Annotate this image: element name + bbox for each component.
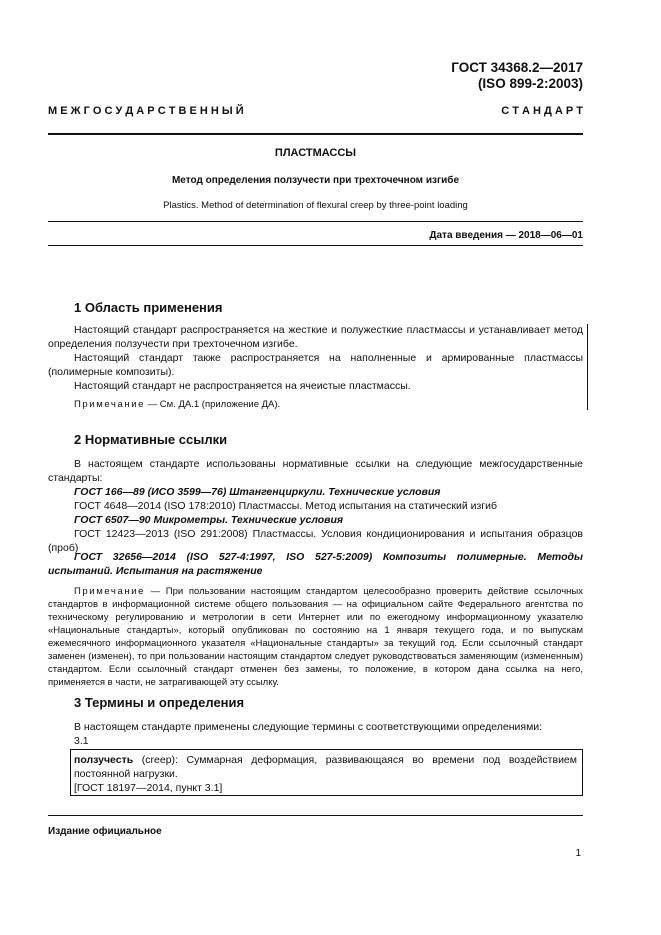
note-text: — При пользовании настоящим стандартом целесообразно проверить действие ссылочных стандартов в информационной системе общего пользования — на официальном сайте Федерального агентства по техническому регулированию и метрологии в сети Интернет или по ежегодному информационному указателю «Национальные стандарты», который опубликован по состоянию на 1 января текущего года, и по выпускам ежемесячного информационного указателя «Национальные стандарты» за текущий год. Если ссылочный стандарт заменен (изменен), то при пользовании настоящим стандартом следует руководствоваться заменяющим (измененным) стандартом. Если ссылочный стандарт отменен без замены, то положение, в котором дана ссылка на него, применяется в части, не затрагивающей эту ссылку. xyxy=(48,586,583,688)
section-1-paragraph-3: Настоящий стандарт не распространяется на ячеистые пластмассы. xyxy=(74,380,411,392)
banner-left: М Е Ж Г О С У Д А Р С Т В Е Н Н Ы Й xyxy=(48,105,244,117)
iso-code: (ISO 899-2:2003) xyxy=(477,76,583,91)
reference-1: ГОСТ 166—89 (ИСО 3599—76) Штангенциркули. Технические условия xyxy=(74,486,441,498)
document-title: ПЛАСТМАССЫ xyxy=(274,147,357,159)
term-name: ползучесть xyxy=(74,754,134,766)
note-label: Примечание xyxy=(74,586,145,597)
term-text: (creep): Суммарная деформация, развивающаяся во времени под воздействием постоянной нагрузки. xyxy=(74,754,577,780)
term-number: 3.1 xyxy=(74,735,89,747)
section-1-paragraph-1: Настоящий стандарт распространяется на жесткие и полужесткие пластмассы и устанавливает метод определения ползучести при трехточечном изгибе. xyxy=(48,324,583,350)
term-definition xyxy=(74,753,577,781)
reference-2: ГОСТ 4648—2014 (ISO 178:2010) Пластмассы. Метод испытания на статический изгиб xyxy=(74,500,497,512)
section-3-paragraph-1: В настоящем стандарте применены следующие термины с соответствующими определениями: xyxy=(74,721,543,733)
section-2-paragraph-1: В настоящем стандарте использованы нормативные ссылки на следующие межгосударственные стандарты: xyxy=(48,458,583,484)
section-2-heading: 2 Нормативные ссылки xyxy=(74,432,228,447)
term-source: [ГОСТ 18197—2014, пункт 3.1] xyxy=(74,782,223,794)
page-number: 1 xyxy=(575,848,581,859)
header-rule xyxy=(48,133,583,135)
document-subtitle: Метод определения ползучести при трехточечном изгибе xyxy=(171,175,460,186)
section-1-paragraph-2: Настоящий стандарт также распространяется на наполненные и армированные пластмассы (полимерные композиты). xyxy=(48,352,583,378)
section-1-heading: 1 Область применения xyxy=(74,300,223,315)
change-bar xyxy=(587,324,588,410)
reference-3: ГОСТ 6507—90 Микрометры. Технические условия xyxy=(74,514,344,526)
section-3-heading: 3 Термины и определения xyxy=(74,695,245,710)
section-1-note xyxy=(48,398,583,411)
banner-right: С Т А Н Д А Р Т xyxy=(501,105,583,117)
official-edition: Издание официальное xyxy=(48,826,162,837)
english-title: Plastics. Method of determination of flexural creep by three-point loading xyxy=(163,200,468,211)
intro-date: Дата введения — 2018—06—01 xyxy=(429,230,583,241)
standard-code: ГОСТ 34368.2—2017 xyxy=(451,60,583,75)
section-2-note xyxy=(48,585,583,689)
footer-rule xyxy=(48,815,583,816)
reference-5: ГОСТ 32656—2014 (ISO 527-4:1997, ISO 527-5:2009) Композиты полимерные. Методы испытаний. Испытания на растяжение xyxy=(48,551,583,577)
reference-4: ГОСТ 12423—2013 (ISO 291:2008) Пластмассы. Условия кондиционирования и испытания образцов (проб) xyxy=(48,528,583,554)
note-label: Примечание xyxy=(74,399,145,410)
intro-rule xyxy=(48,245,583,246)
title-rule xyxy=(48,221,583,222)
note-text: — См. ДА.1 (приложение ДА). xyxy=(145,399,281,410)
